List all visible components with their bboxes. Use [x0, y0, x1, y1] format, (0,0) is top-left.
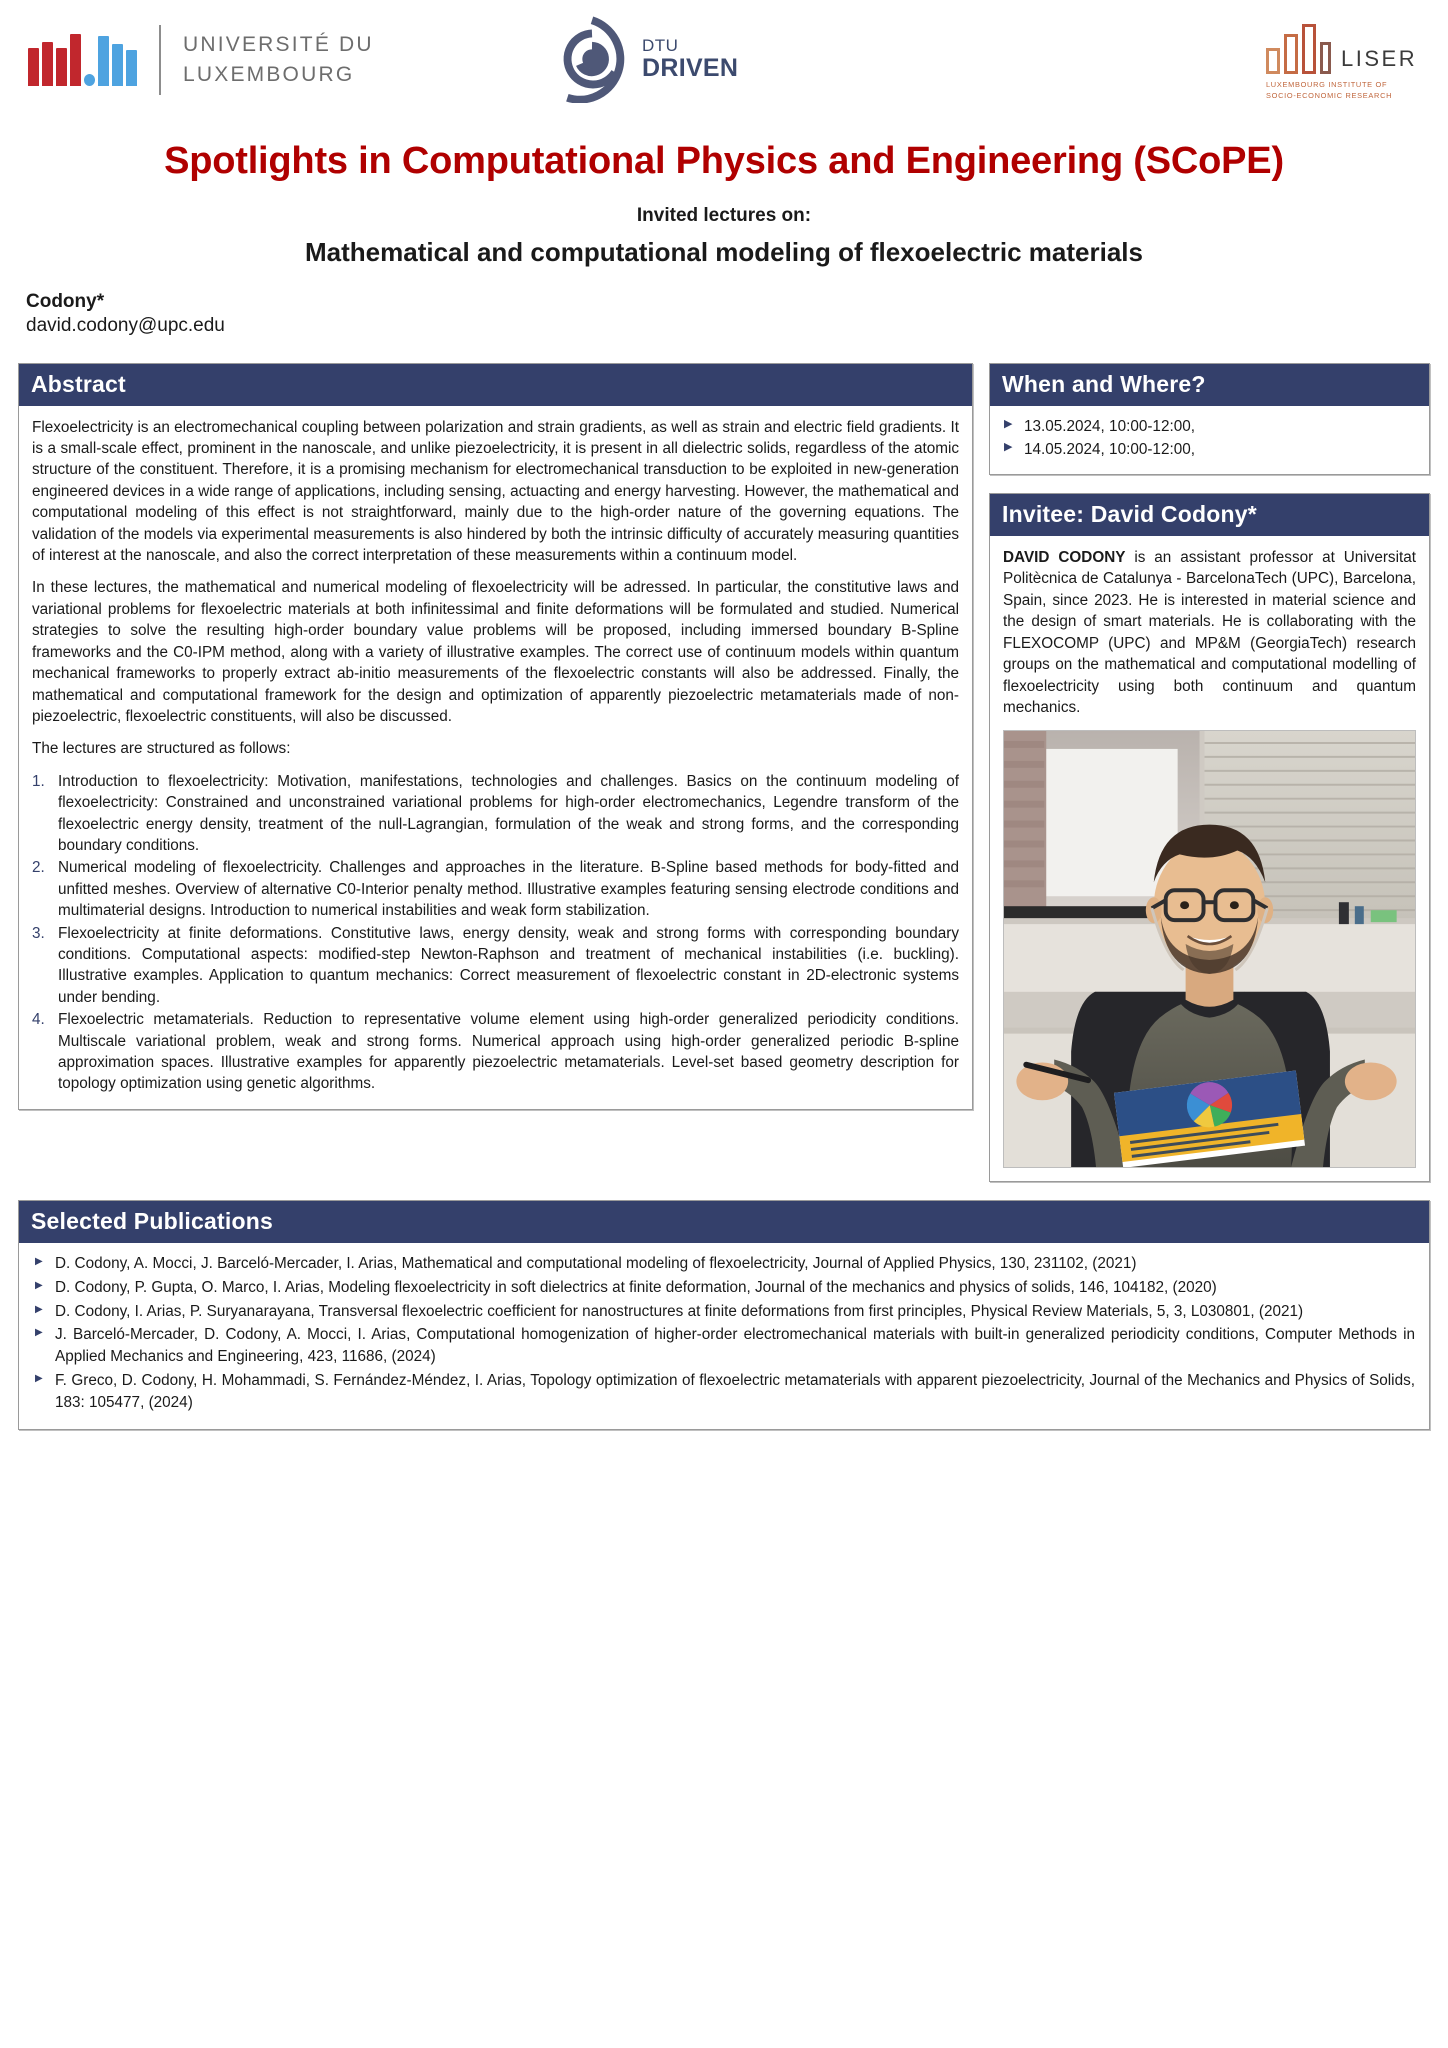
dtu-wordmark-line2: DRIVEN [642, 54, 739, 82]
portrait-photo-david-codony [1004, 731, 1415, 1167]
avatar [1003, 730, 1416, 1168]
liser-wordmark: LISER [1341, 46, 1418, 71]
uni-lu-mark-icon [28, 34, 137, 86]
publications-section [18, 1200, 1430, 1430]
liser-tagline [1266, 80, 1426, 101]
logo-divider [159, 25, 161, 95]
when-and-where-panel [989, 363, 1430, 475]
publications-panel-body [19, 1243, 1429, 1429]
left-column [18, 363, 973, 1110]
dtu-wordmark-line1: DTU [642, 36, 679, 55]
dtu-driven-logo [548, 14, 738, 104]
schedule-list [1002, 416, 1417, 461]
liser-tagline-line1: LUXEMBOURG INSTITUTE OF [1266, 80, 1388, 89]
when-and-where-body [990, 406, 1429, 474]
list-item: ▶ J. Barceló-Mercader, D. Codony, A. Mocci, I. Arias, Computational homogenization of higher-order electromechanical materials with built-in generalized periodicity conditions, Computer Methods in Applied Mechanics and Engineering, 423, 11686, (2024) [31, 1324, 1415, 1367]
logo-header-bar [0, 0, 1448, 118]
list-item: Numerical modeling of flexoelectricity. Challenges and approaches in the literature. B-Spline based methods for body-fitted and unfitted meshes. Overview of alternative C0-Interior penalty method. Illustrative examples featuring sensing electrode conditions and multimaterial designs. Introduction to numerical instabilities and weak form stabilization. [58, 859, 959, 920]
list-item: ▶ F. Greco, D. Codony, H. Mohammadi, S. Fernández-Méndez, I. Arias, Topology optimization of flexoelectric metamaterials with apparent piezoelectricity, Journal of the Mechanics and Physics of Solids, 183: 105477, (2024) [31, 1370, 1415, 1413]
dtu-spiral-icon [548, 15, 636, 103]
author-block [26, 290, 1448, 339]
abstract-panel [18, 363, 973, 1110]
list-item: ▶ D. Codony, I. Arias, P. Suryanarayana, Transversal flexoelectric coefficient for nanostructures at finite deformations from first principles, Physical Review Materials, 5, 3, L030801, (2021) [31, 1301, 1415, 1323]
author-email[interactable]: david.codony@upc.edu [26, 315, 225, 337]
invited-lectures-label: Invited lectures on: [636, 205, 812, 226]
list-item: ▶ 13.05.2024, 10:00-12:00, [1002, 416, 1417, 438]
abstract-paragraph-1: Flexoelectricity is an electromechanical coupling between polarization and strain gradients, as well as strain and electric field gradients. It is a small-scale effect, prominent in the nanoscale, and unlike piezoelectricity, it is present in all dielectric solids, regardless of the atomic structure of the constituent. Therefore, it is a promising mechanism for electromechanical transduction to be exploited in new-generation engineered devices in a wide range of applications, including sensing, actuacting and energy harvesting. However, the mathematical and computational modeling of this effect is not straightforward, mainly due to the high-order nature of the governing equations. The validation of the models via experimental measurements is also hindered by both the intrinsic difficulty of accurately measuring quantities of interest at the nanoscale, and also the correct interpretation of these measurements within a continuum model. [32, 418, 959, 565]
list-item: Flexoelectric metamaterials. Reduction to representative volume element using high-order generalized periodicity conditions. Multiscale variational problem, weak and strong forms. Numerical approach using high-order generalized periodic B-spline approximation spaces. Illustrative examples for apparently piezoelectric metamaterials. Level-set based geometry description for topology optimization using genetic algorithms. [58, 1011, 959, 1093]
abstract-paragraph-2: In these lectures, the mathematical and numerical modeling of flexoelectricity will be adressed. In particular, the constitutive laws and variational problems for flexoelectric materials at both infinitessimal and finite deformations will be formulated and studied. Numerical strategies to solve the resulting high-order boundary value problems will be proposed, including immersed boundary B-Spline frameworks and the C0-IPM method, along with a variety of illustrative examples. The correct use of continuum models within quantum mechanical frameworks to properly extract ab-initio measurements of the flexoelectric constants will also be addressed. Finally, the mathematical and computational framework for the design and optimization of apparently piezoelectric metamaterials made of non-piezoelectric, flexoelectric constituents, will also be discussed. [32, 579, 959, 725]
invitee-panel-body [990, 536, 1429, 1181]
publications-panel-heading: Selected Publications [19, 1201, 1429, 1243]
lectures-list-lead: The lectures are structured as follows: [32, 740, 291, 758]
lecture-series-title: Mathematical and computational modeling of flexoelectric materials [305, 237, 1143, 267]
invitee-bio-text: is an assistant professor at Universitat Politècnica de Catalunya - BarcelonaTech (UPC), Barcelona, Spain, since 2023. He is interested in material science and the design of smart materials. He is collaborating with the FLEXOCOMP (UPC) and MP&M (GeorgiaTech) research groups on the mathematical and computational modelling of flexoelectricity using both continuum and quantum mechanics. [1003, 549, 1416, 716]
university-of-luxembourg-logo [28, 22, 374, 98]
uni-lu-wordmark [183, 30, 374, 90]
abstract-panel-heading: Abstract [19, 364, 972, 406]
liser-bars-icon [1266, 22, 1331, 74]
list-item: ▶ D. Codony, A. Mocci, J. Barceló-Mercader, I. Arias, Mathematical and computational modeling of flexoelectricity, Journal of Applied Physics, 130, 231102, (2021) [31, 1253, 1415, 1275]
page-title: Spotlights in Computational Physics and Engineering (SCoPE) [164, 140, 1284, 182]
uni-lu-wordmark-line1: UNIVERSITÉ DU [183, 33, 374, 57]
invitee-bio [1003, 547, 1416, 718]
publications-panel [18, 1200, 1430, 1430]
list-item: ▶ 14.05.2024, 10:00-12:00, [1002, 439, 1417, 461]
right-column [989, 363, 1430, 1183]
invitee-bio-name: DAVID CODONY [1003, 549, 1126, 567]
publications-list [31, 1253, 1415, 1413]
main-columns [18, 363, 1430, 1183]
lectures-list [32, 771, 959, 1095]
invitee-panel-heading: Invitee: David Codony* [990, 494, 1429, 536]
invitee-panel [989, 493, 1430, 1182]
abstract-panel-body [19, 406, 972, 1109]
uni-lu-wordmark-line2: LUXEMBOURG [183, 63, 355, 86]
list-item: Introduction to flexoelectricity: Motivation, manifestations, technologies and challenges. Basics on the continuum modeling of flexoelectricity: Constrained and unconstrained variational problems for high-order electromechanics, Legendre transform of the flexoelectric energy density, treatment of the null-Lagrangian, formulation of the weak and strong forms, and the corresponding boundary conditions. [58, 772, 959, 854]
liser-tagline-line2: SOCIO-ECONOMIC RESEARCH [1266, 90, 1393, 100]
dtu-wordmark [642, 37, 738, 81]
when-and-where-heading: When and Where? [990, 364, 1429, 406]
list-item: Flexoelectricity at finite deformations. Constitutive laws, energy density, weak and strong forms with corresponding boundary conditions. Computational aspects: modified-step Newton-Raphson and treatment of mechanical instabilities (i.e. buckling). Illustrative examples. Application to quantum mechanics: Correct measurement of flexoelectric constant in 2D-electronic systems under bending. [58, 924, 959, 1006]
author-name: Codony* [26, 291, 105, 312]
list-item: ▶ D. Codony, P. Gupta, O. Marco, I. Arias, Modeling flexoelectricity in soft dielectrics at finite deformation, Journal of the mechanics and physics of solids, 146, 104182, (2020) [31, 1277, 1415, 1299]
liser-logo [1266, 22, 1426, 101]
